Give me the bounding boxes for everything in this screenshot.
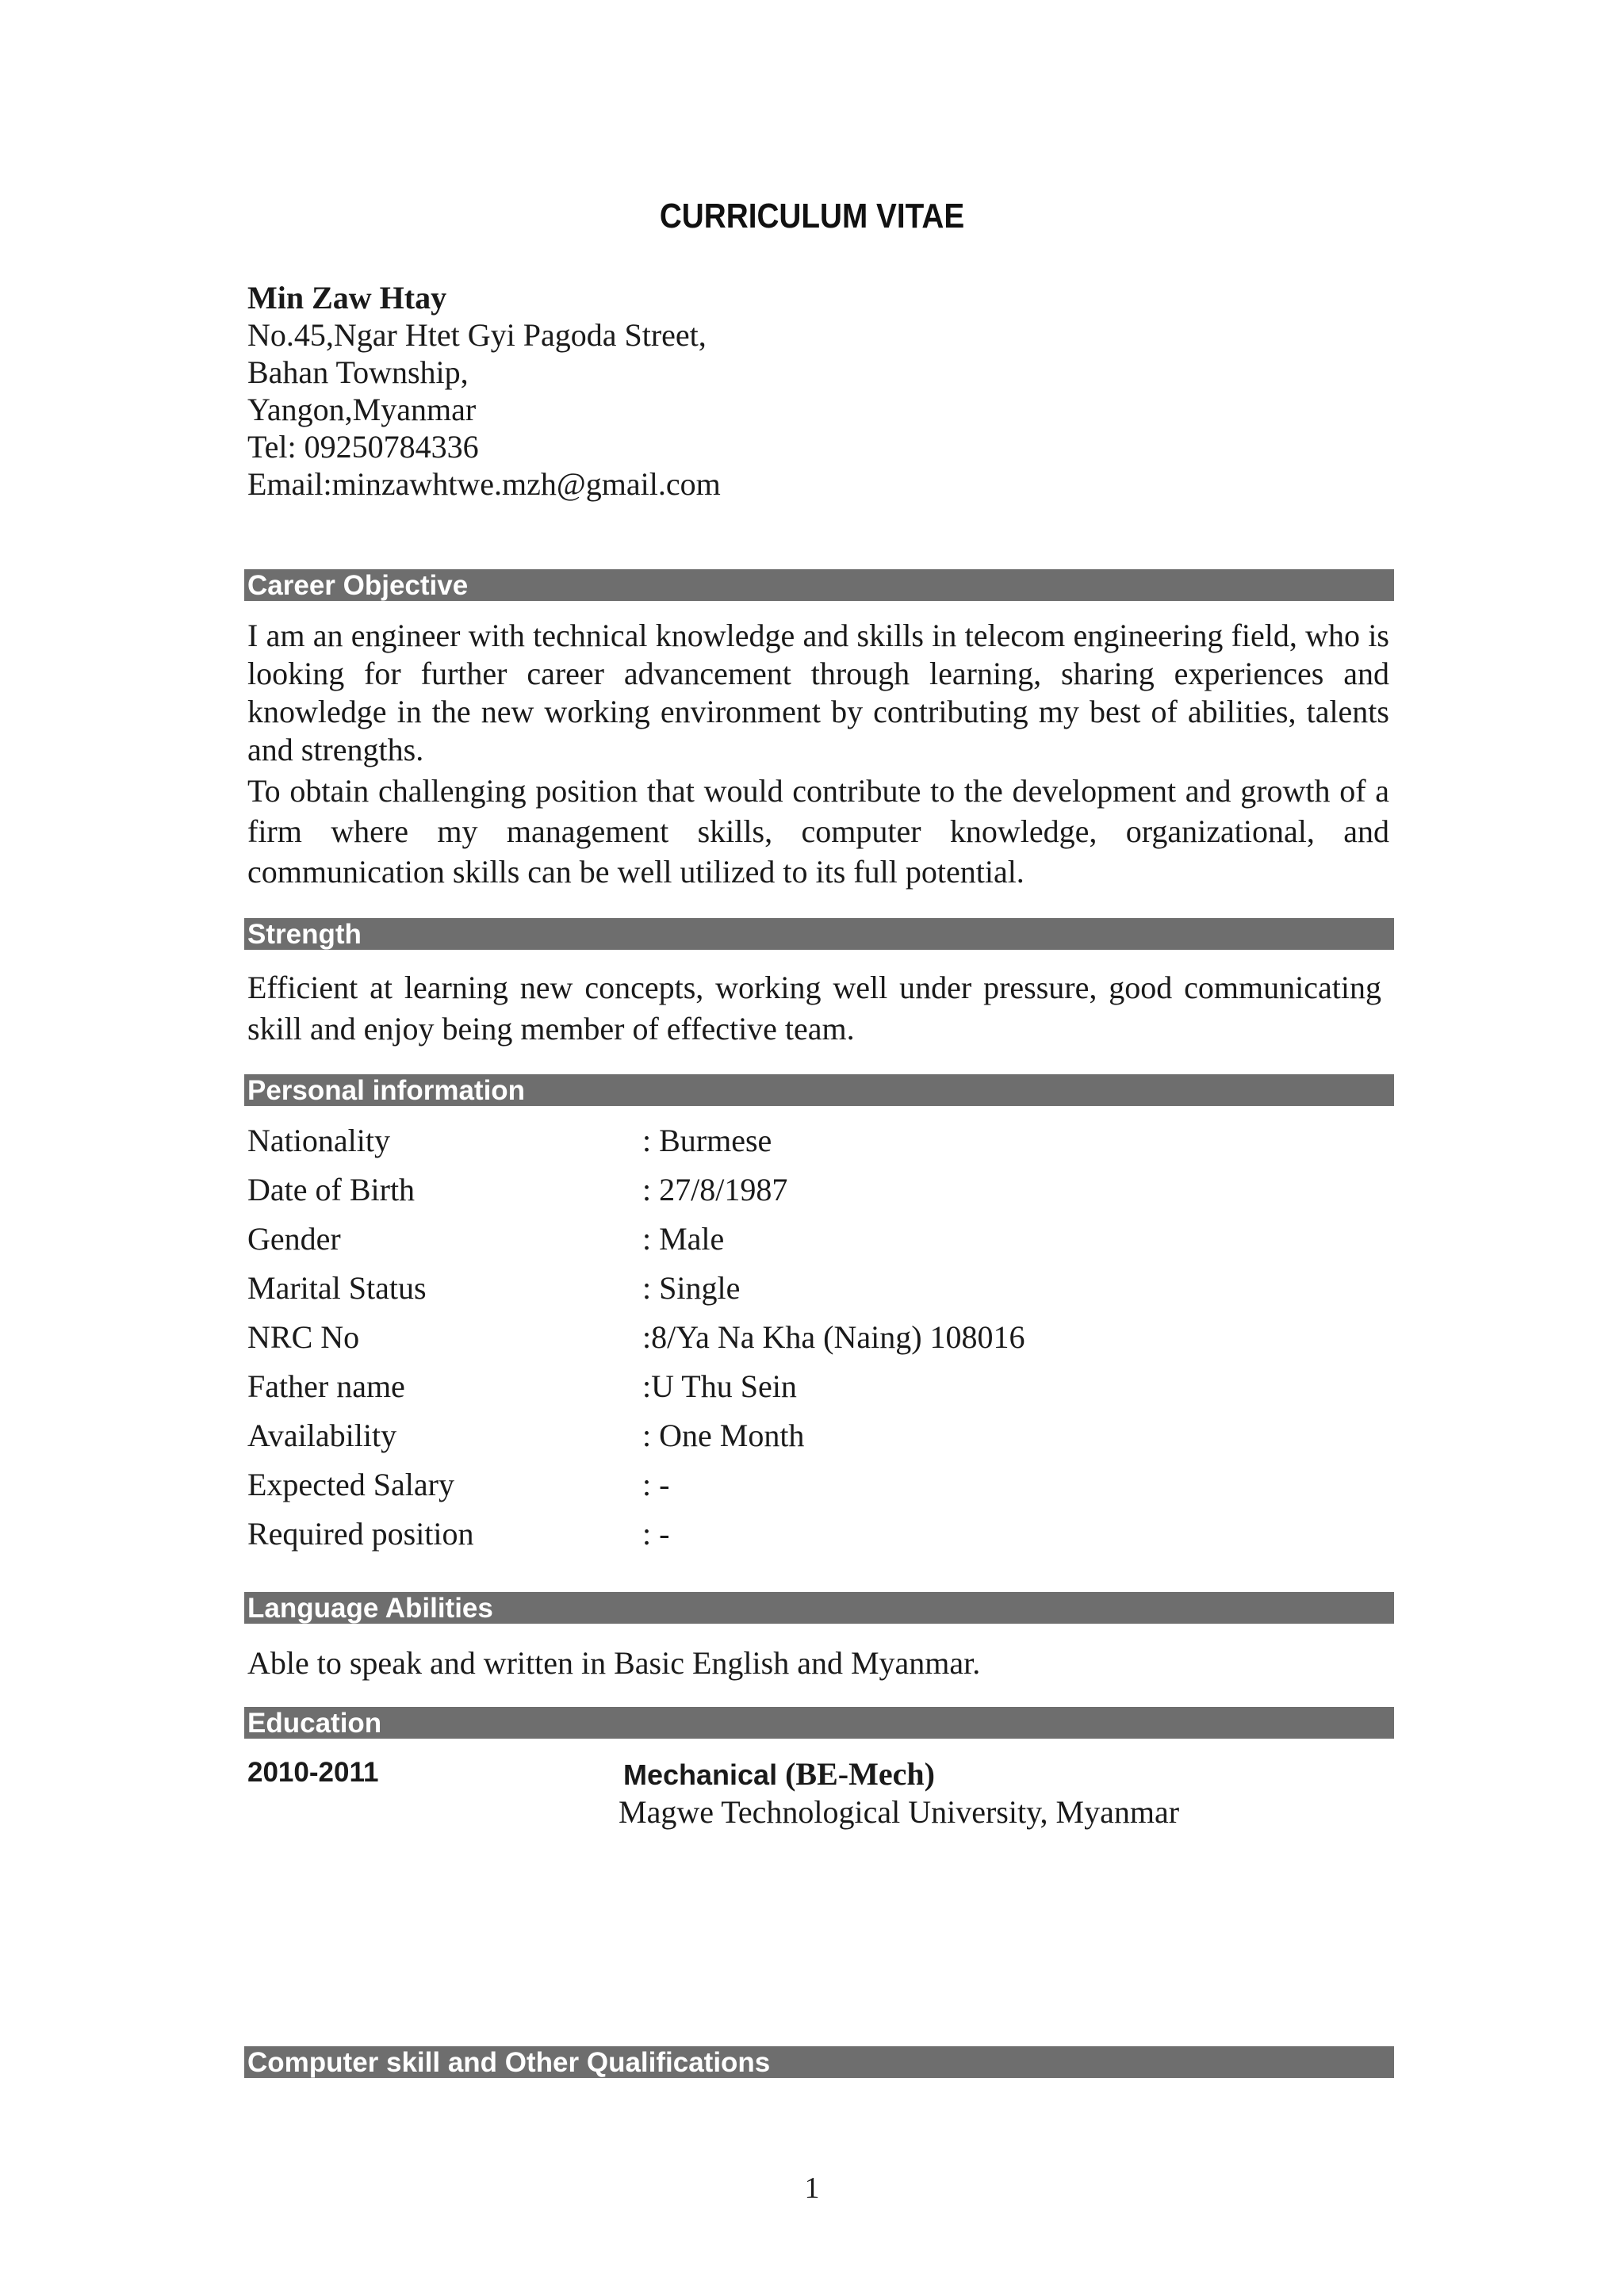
section-heading-education: Education xyxy=(244,1707,1394,1739)
info-row-nrc-no xyxy=(247,1313,1025,1362)
address-line-3: Yangon,Myanmar xyxy=(247,392,477,427)
info-value: : 27/8/1987 xyxy=(642,1172,788,1207)
info-row-father-name xyxy=(247,1362,797,1411)
info-label: Expected Salary xyxy=(247,1467,454,1502)
career-objective-text xyxy=(247,617,1389,892)
education-year: 2010-2011 xyxy=(247,1757,379,1788)
telephone: Tel: 09250784336 xyxy=(247,429,479,465)
info-label: Date of Birth xyxy=(247,1172,416,1207)
contact-block xyxy=(247,279,721,503)
career-objective-paragraph-1: I am an engineer with technical knowledge and skills in telecom engineering field, who is looking for further career advancement through learning, sharing experiences and knowledge in the new working environment by contributing my best of abilities, talents and strengths. xyxy=(247,618,1389,767)
language-abilities-text xyxy=(247,1643,1389,1684)
strength-text xyxy=(247,967,1381,1050)
info-value: :8/Ya Na Kha (Naing) 108016 xyxy=(642,1319,1025,1355)
info-label: NRC No xyxy=(247,1319,360,1355)
education-school: Magwe Technological University, Myanmar xyxy=(619,1794,1180,1830)
info-row-nationality xyxy=(247,1116,772,1165)
info-row-date-of-birth xyxy=(247,1165,787,1215)
education-degree xyxy=(623,1755,935,1793)
info-label: Required position xyxy=(247,1516,474,1552)
address-line-2: Bahan Township, xyxy=(247,354,469,390)
info-label: Marital Status xyxy=(247,1270,427,1306)
info-label: Availability xyxy=(247,1418,397,1453)
section-heading-strength: Strength xyxy=(244,918,1394,950)
info-row-required-position xyxy=(247,1510,669,1559)
email: Email:minzawhtwe.mzh@gmail.com xyxy=(247,466,721,502)
info-value: : One Month xyxy=(642,1418,805,1453)
info-row-gender xyxy=(247,1215,724,1264)
education-degree-name: Mechanical xyxy=(623,1758,778,1791)
info-label: Nationality xyxy=(247,1123,390,1158)
info-value: : - xyxy=(642,1516,670,1552)
section-heading-career-objective: Career Objective xyxy=(244,569,1394,601)
document-title: CURRICULUM VITAE xyxy=(659,197,965,235)
strength-paragraph: Efficient at learning new concepts, working well under pressure, good communicating skill and enjoy being member of effective team. xyxy=(247,970,1381,1047)
section-heading-language-abilities: Language Abilities xyxy=(244,1592,1394,1624)
info-value: : Male xyxy=(642,1221,725,1257)
info-row-marital-status xyxy=(247,1264,740,1313)
section-heading-personal-information: Personal information xyxy=(244,1074,1394,1106)
section-heading-computer-skills: Computer skill and Other Qualifications xyxy=(244,2046,1394,2078)
page-number: 1 xyxy=(804,2172,820,2205)
career-objective-paragraph-2: To obtain challenging position that would contribute to the development and growth of a firm where my management skills, computer knowledge, organizational, and communication skills can be well utilized to its full potential. xyxy=(247,773,1389,890)
info-value: : Single xyxy=(642,1270,741,1306)
info-row-availability xyxy=(247,1411,804,1460)
info-value: :U Thu Sein xyxy=(642,1368,797,1404)
education-degree-abbr: (BE-Mech) xyxy=(785,1756,935,1792)
address-line-1: No.45,Ngar Htet Gyi Pagoda Street, xyxy=(247,317,707,353)
candidate-name: Min Zaw Htay xyxy=(247,280,447,316)
info-label: Gender xyxy=(247,1221,341,1257)
info-value: : - xyxy=(642,1467,670,1502)
info-value: : Burmese xyxy=(642,1123,772,1158)
info-row-expected-salary xyxy=(247,1460,669,1510)
info-label: Father name xyxy=(247,1368,405,1404)
language-abilities-paragraph: Able to speak and written in Basic English and Myanmar. xyxy=(247,1645,981,1681)
